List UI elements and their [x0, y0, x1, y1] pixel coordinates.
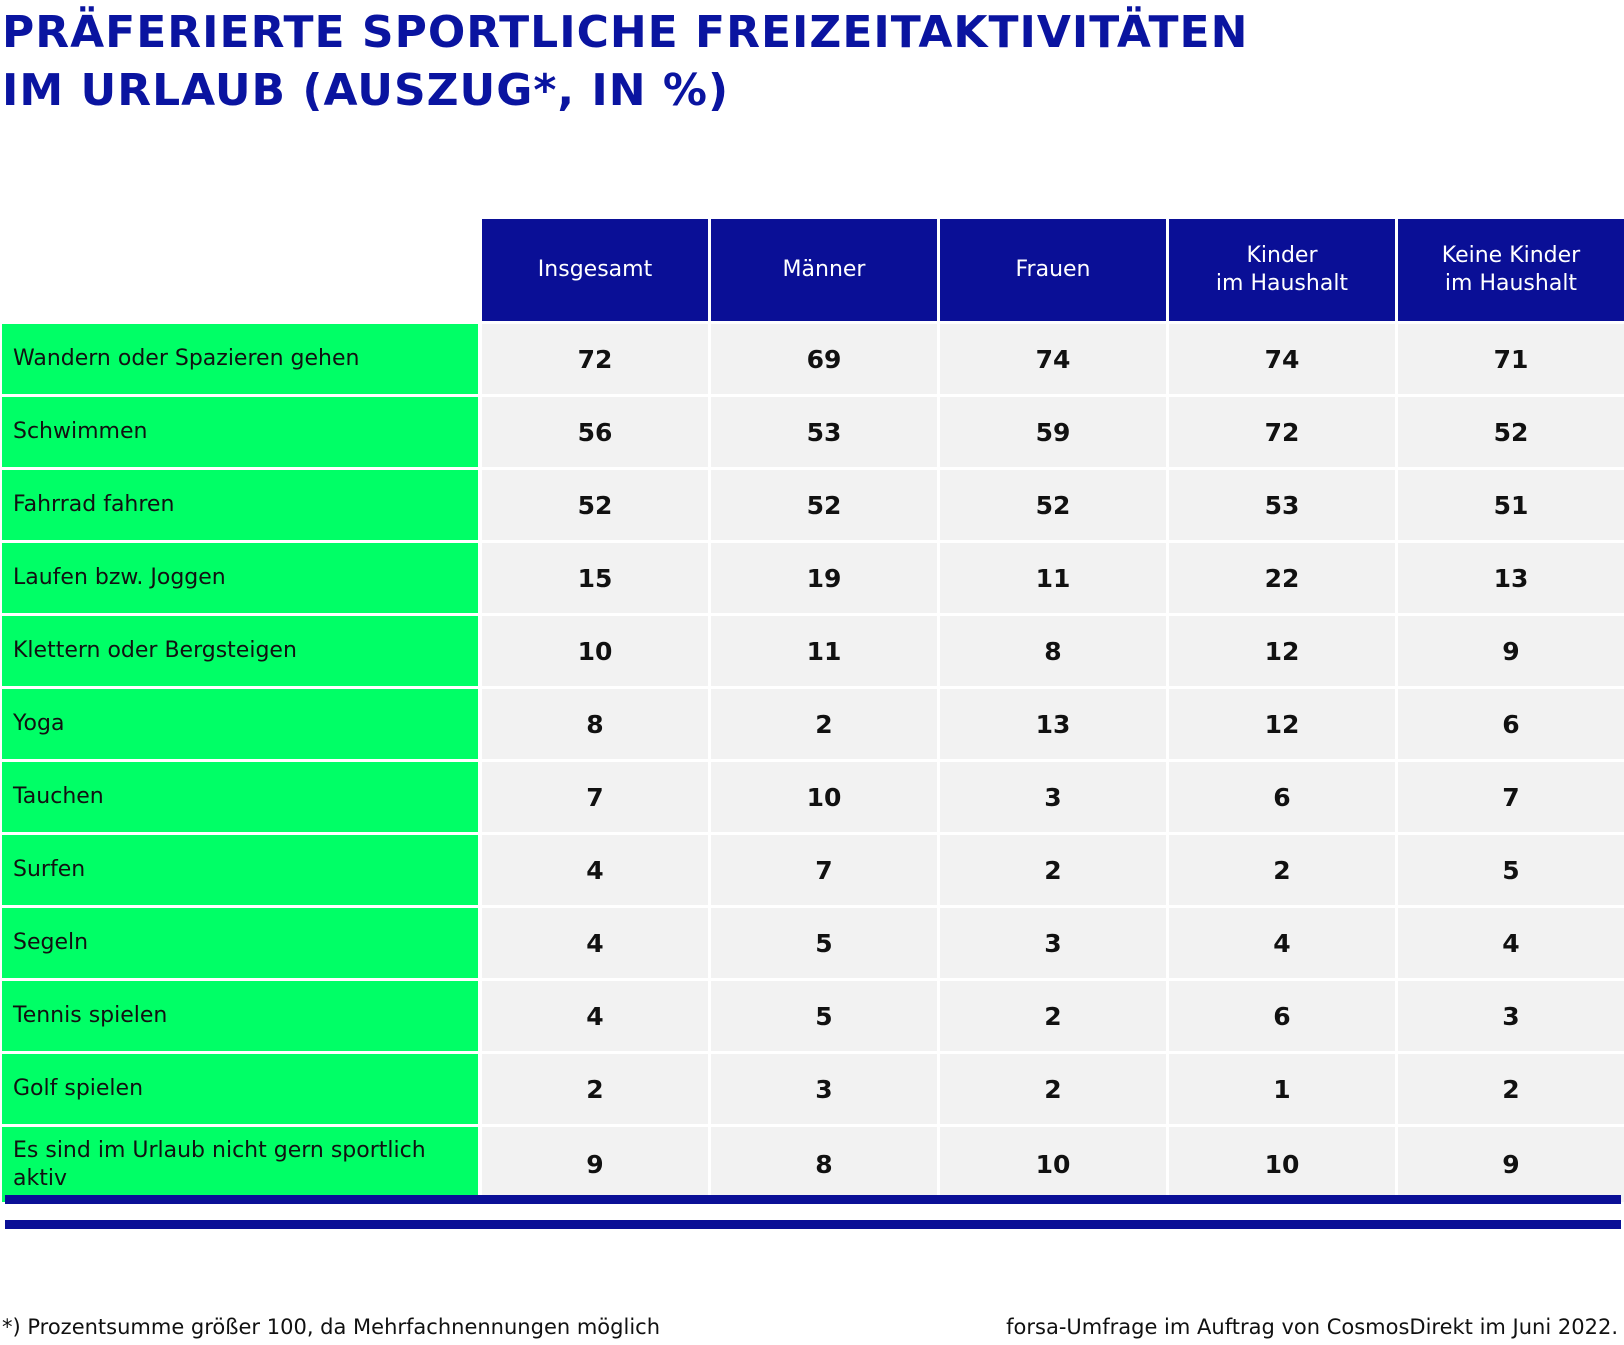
table-row: [0, 762, 1624, 832]
value-cell: 12: [1169, 616, 1395, 686]
value-cell: 74: [1169, 324, 1395, 394]
value-cell: 51: [1398, 470, 1624, 540]
value-cell: 2: [940, 1054, 1166, 1124]
value-cell: 2: [940, 835, 1166, 905]
value-cell: 4: [1169, 908, 1395, 978]
value-cell: 4: [1398, 908, 1624, 978]
value-cell: 2: [711, 689, 937, 759]
value-cell: 11: [711, 616, 937, 686]
value-cell: 5: [711, 981, 937, 1051]
row-label: Wandern oder Spazieren gehen: [2, 324, 478, 394]
table-row: [0, 324, 1624, 394]
value-cell: 53: [711, 397, 937, 467]
value-cell: 7: [711, 835, 937, 905]
value-cell: 13: [940, 689, 1166, 759]
source-note: forsa-Umfrage im Auftrag von CosmosDirekt im Juni 2022.: [1006, 1315, 1618, 1339]
column-header-3: Frauen: [940, 219, 1166, 321]
value-cell: 8: [711, 1127, 937, 1202]
value-cell: 3: [1398, 981, 1624, 1051]
value-cell: 52: [1398, 397, 1624, 467]
value-cell: 72: [1169, 397, 1395, 467]
value-cell: 2: [1169, 835, 1395, 905]
footnote: *) Prozentsumme größer 100, da Mehrfachnennungen möglich: [2, 1315, 661, 1339]
value-cell: 7: [482, 762, 708, 832]
row-label: Laufen bzw. Joggen: [2, 543, 478, 613]
value-cell: 10: [482, 616, 708, 686]
table-row: [0, 397, 1624, 467]
value-cell: 6: [1169, 981, 1395, 1051]
table-row: [0, 689, 1624, 759]
chart-title-line-2: IM URLAUB (AUSZUG*, IN %): [2, 65, 730, 116]
value-cell: 53: [1169, 470, 1395, 540]
row-label: Surfen: [2, 835, 478, 905]
table-header-row: [0, 219, 1624, 321]
value-cell: 52: [482, 470, 708, 540]
table-row: [0, 835, 1624, 905]
value-cell: 13: [1398, 543, 1624, 613]
row-label: Schwimmen: [2, 397, 478, 467]
divider-rule-bottom: [5, 1220, 1621, 1229]
value-cell: 8: [940, 616, 1166, 686]
row-label: Fahrrad fahren: [2, 470, 478, 540]
column-header-4: Kinder im Haushalt: [1169, 219, 1395, 321]
value-cell: 6: [1398, 689, 1624, 759]
value-cell: 3: [940, 762, 1166, 832]
value-cell: 56: [482, 397, 708, 467]
column-header-2: Männer: [711, 219, 937, 321]
value-cell: 7: [1398, 762, 1624, 832]
row-label: Segeln: [2, 908, 478, 978]
table-row: [0, 470, 1624, 540]
value-cell: 4: [482, 908, 708, 978]
value-cell: 74: [940, 324, 1166, 394]
row-label: Yoga: [2, 689, 478, 759]
value-cell: 11: [940, 543, 1166, 613]
row-label: Tauchen: [2, 762, 478, 832]
value-cell: 9: [1398, 616, 1624, 686]
value-cell: 5: [711, 908, 937, 978]
column-header-1: Insgesamt: [482, 219, 708, 321]
column-header-5: Keine Kinder im Haushalt: [1398, 219, 1624, 321]
row-label: Tennis spielen: [2, 981, 478, 1051]
value-cell: 2: [940, 981, 1166, 1051]
value-cell: 19: [711, 543, 937, 613]
row-label: Es sind im Urlaub nicht gern sportlich aktiv: [2, 1127, 478, 1202]
table-row: [0, 981, 1624, 1051]
value-cell: 9: [482, 1127, 708, 1202]
value-cell: 10: [711, 762, 937, 832]
value-cell: 3: [940, 908, 1166, 978]
value-cell: 10: [940, 1127, 1166, 1202]
value-cell: 71: [1398, 324, 1624, 394]
value-cell: 12: [1169, 689, 1395, 759]
table-row: [0, 1127, 1624, 1202]
value-cell: 3: [711, 1054, 937, 1124]
value-cell: 1: [1169, 1054, 1395, 1124]
value-cell: 9: [1398, 1127, 1624, 1202]
value-cell: 2: [482, 1054, 708, 1124]
value-cell: 4: [482, 981, 708, 1051]
value-cell: 6: [1169, 762, 1395, 832]
value-cell: 72: [482, 324, 708, 394]
value-cell: 8: [482, 689, 708, 759]
table-row: [0, 616, 1624, 686]
value-cell: 2: [1398, 1054, 1624, 1124]
table-row: [0, 908, 1624, 978]
value-cell: 22: [1169, 543, 1395, 613]
value-cell: 5: [1398, 835, 1624, 905]
table-row: [0, 1054, 1624, 1124]
row-label: Klettern oder Bergsteigen: [2, 616, 478, 686]
divider-rule-top: [5, 1195, 1621, 1204]
table-row: [0, 543, 1624, 613]
value-cell: 69: [711, 324, 937, 394]
row-label: Golf spielen: [2, 1054, 478, 1124]
value-cell: 4: [482, 835, 708, 905]
value-cell: 59: [940, 397, 1166, 467]
chart-title-line-1: PRÄFERIERTE SPORTLICHE FREIZEITAKTIVITÄTEN: [2, 7, 1249, 58]
value-cell: 52: [940, 470, 1166, 540]
value-cell: 52: [711, 470, 937, 540]
value-cell: 10: [1169, 1127, 1395, 1202]
value-cell: 15: [482, 543, 708, 613]
chart-title: [2, 4, 1248, 120]
